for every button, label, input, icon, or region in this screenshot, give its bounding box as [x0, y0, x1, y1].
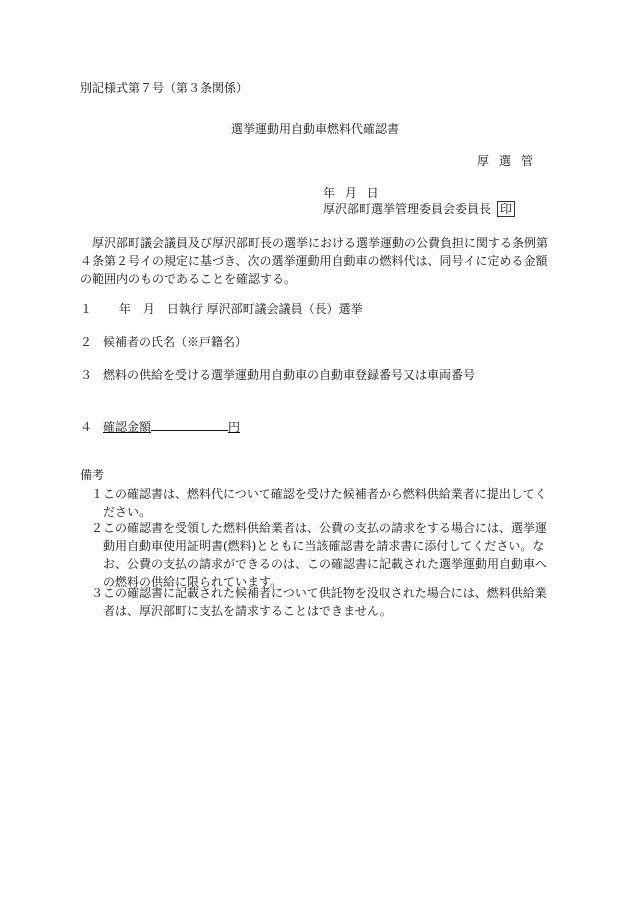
form-number: 別記様式第７号（第３条関係） [80, 81, 249, 95]
intro-paragraph: 厚沢部町議会議員及び厚沢部町長の選挙における選挙運動の公費負担に関する条例第４条第２号イの規定に基づき、次の選挙運動用自動車の燃料代は、同号イに定める金額の範囲内のものであることを確認する。 [80, 236, 549, 286]
amount-field [103, 420, 240, 434]
item-confirmed-amount [80, 418, 240, 435]
item-election [80, 300, 363, 317]
item-text: 燃料の供給を受ける選挙運動用自動車の自動車登録番号又は車両番号 [103, 368, 476, 382]
item-number: ２ [80, 335, 93, 349]
item-text: 年 月 日執行 厚沢部町議会議員（長）選挙 [103, 302, 363, 316]
remark-item [80, 519, 554, 591]
remark-number: １ [91, 487, 104, 501]
item-number: １ [80, 302, 93, 316]
seal-mark: 印 [497, 201, 515, 217]
item-candidate-name [80, 333, 247, 350]
remark-text: この確認書に記載された候補者について供託物を没収された場合には、燃料供給業者は、厚沢部町に支払を請求することはできません。 [103, 586, 547, 618]
remark-number: ２ [91, 521, 104, 535]
item-vehicle-number [80, 366, 475, 383]
remarks-heading: 備考 [80, 468, 105, 482]
amount-label: 確認金額 [103, 420, 152, 434]
amount-blank [151, 419, 228, 431]
amount-unit: 円 [228, 420, 241, 434]
issuer-name: 厚沢部町選挙管理委員会委員長 [323, 202, 492, 216]
remark-item [80, 584, 554, 620]
remark-text: この確認書は、燃料代について確認を受けた候補者から燃料供給業者に提出してください。 [103, 487, 547, 519]
addressee: 厚選管 [477, 154, 544, 168]
issuer-line [323, 200, 515, 217]
document-title: 選挙運動用自動車燃料代確認書 [230, 122, 399, 136]
remark-number: ３ [91, 586, 104, 600]
remark-item [80, 485, 554, 521]
remark-text: この確認書を受領した燃料供給業者は、公費の支払の請求をする場合には、選挙運動用自動車使用証明書(燃料)とともに当該確認書を請求書に添付してください。なお、公費の支払の請求ができるのは、この確認書に記載された選挙運動用自動車への燃料の供給に限られています。 [103, 521, 548, 589]
item-number: ３ [80, 368, 93, 382]
date-line: 年 月 日 [323, 186, 382, 200]
item-text: 候補者の氏名（※戸籍名） [103, 335, 248, 349]
item-number: ４ [80, 420, 93, 434]
